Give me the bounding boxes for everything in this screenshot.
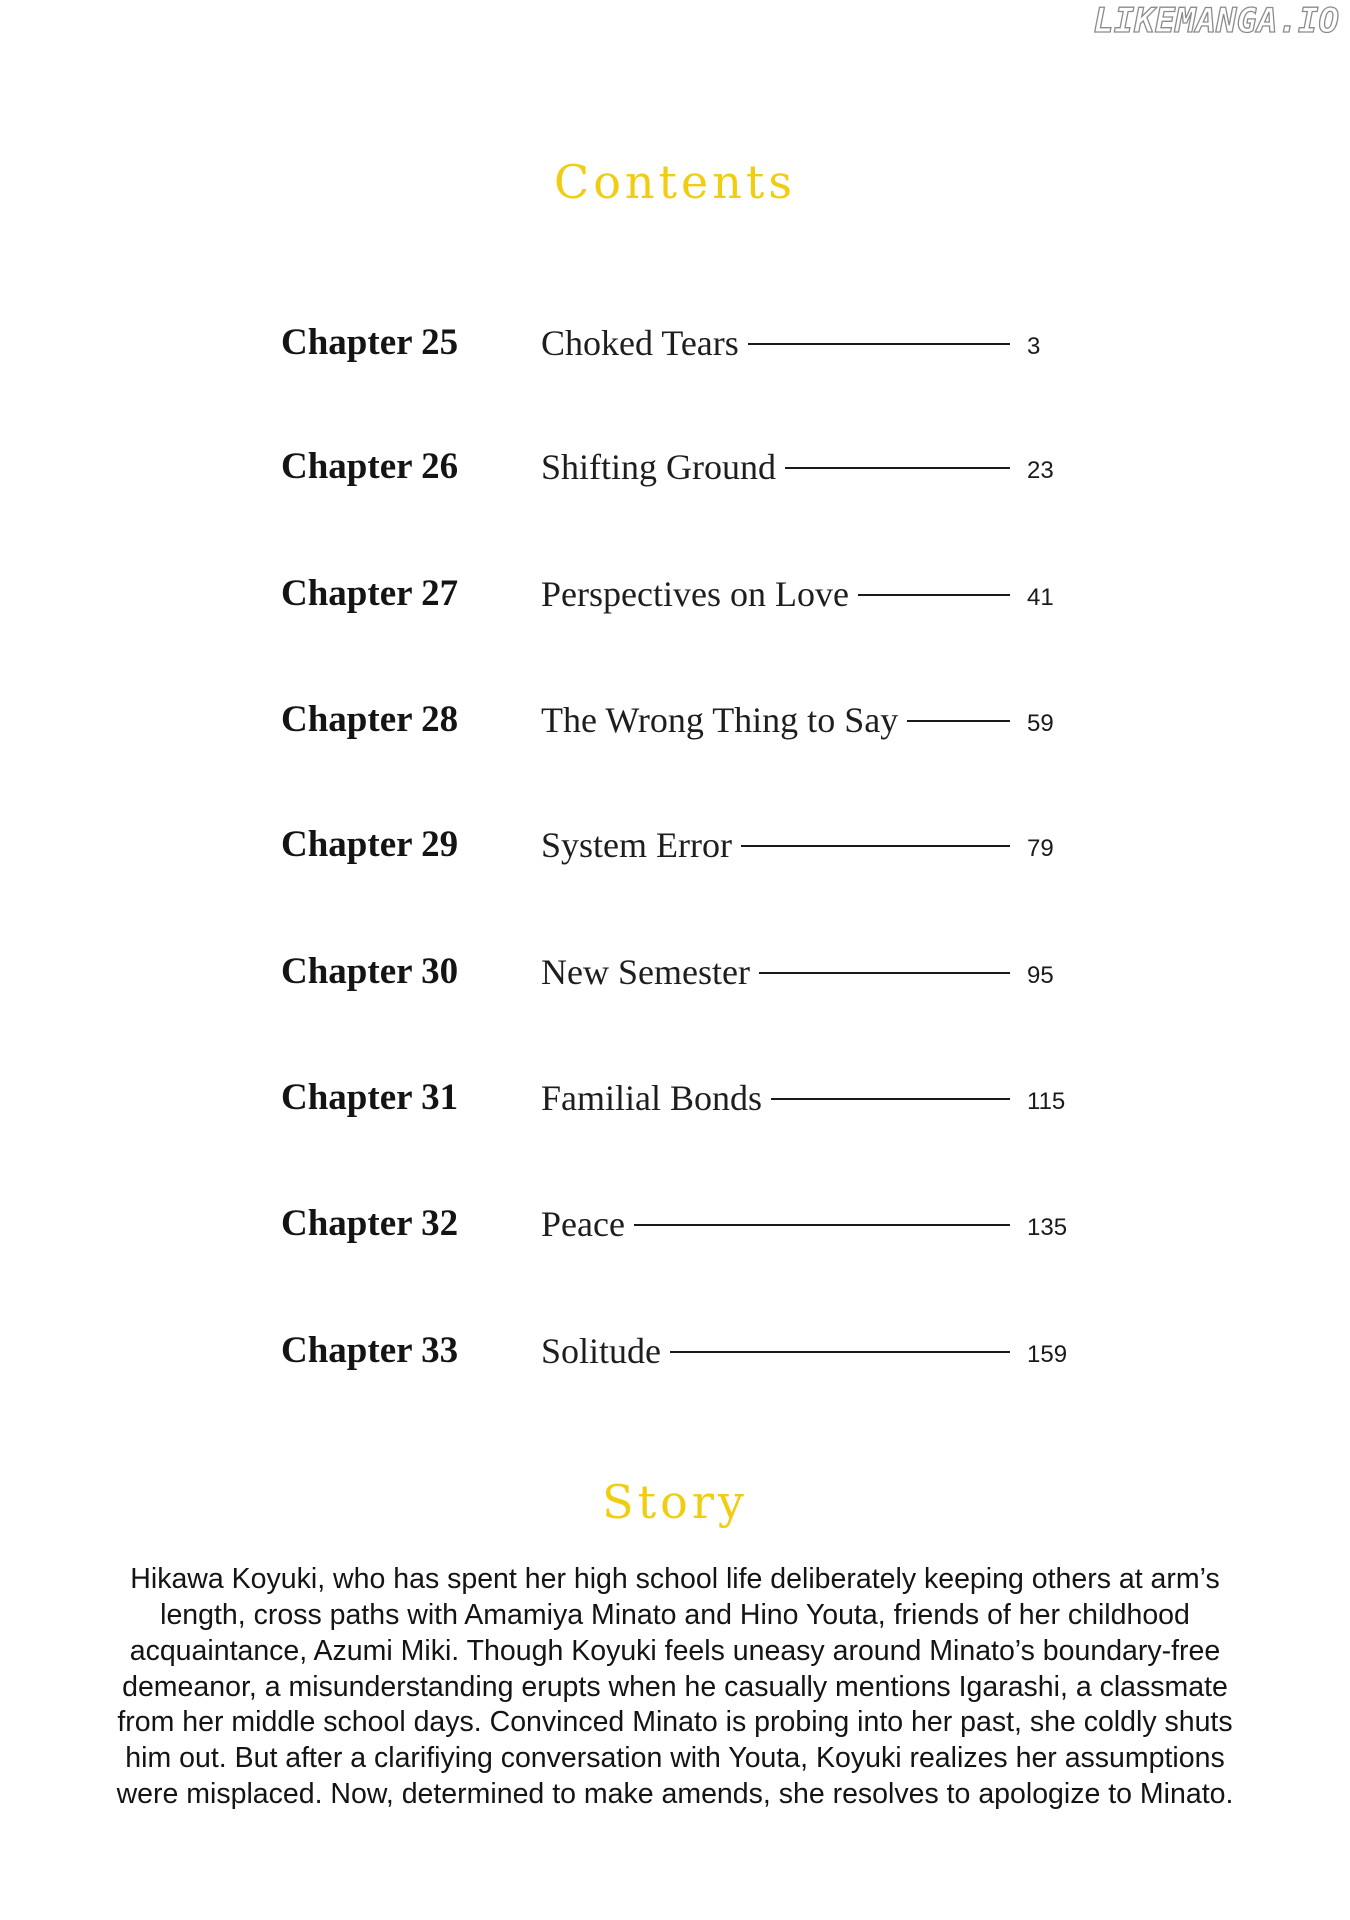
leader-line bbox=[785, 467, 1010, 469]
toc-row bbox=[281, 698, 1080, 742]
page-number: 159 bbox=[1027, 1340, 1068, 1368]
leader-line bbox=[759, 972, 1010, 974]
chapter-title: Familial Bonds bbox=[541, 1078, 763, 1118]
toc-row bbox=[281, 823, 1080, 867]
chapter-title: The Wrong Thing to Say bbox=[541, 700, 899, 740]
toc-row bbox=[281, 572, 1080, 616]
chapter-number: Chapter 30 bbox=[281, 951, 459, 992]
story-line: length, cross paths with Amamiya Minato and Hino Youta, friends of her childhood bbox=[160, 1598, 1190, 1631]
leader-line bbox=[741, 845, 1010, 847]
leader-line bbox=[771, 1098, 1010, 1100]
chapter-number: Chapter 31 bbox=[281, 1077, 459, 1118]
chapter-title: Peace bbox=[541, 1204, 625, 1244]
toc-row bbox=[281, 1202, 1080, 1246]
story-summary bbox=[0, 1562, 1350, 1813]
chapter-number: Chapter 33 bbox=[281, 1330, 459, 1371]
story-line: from her middle school days. Convinced Minato is probing into her past, she coldly shuts bbox=[117, 1706, 1233, 1739]
toc-row bbox=[281, 1329, 1080, 1373]
page-number: 41 bbox=[1027, 583, 1054, 611]
contents-heading: Contents bbox=[554, 155, 796, 209]
page-number: 59 bbox=[1027, 709, 1054, 737]
toc-row bbox=[281, 1076, 1080, 1120]
story-line: acquaintance, Azumi Miki. Though Koyuki feels uneasy around Minato’s boundary-free bbox=[129, 1634, 1221, 1667]
site-watermark: LIKEMANGA.IO bbox=[1093, 1, 1339, 41]
chapter-number: Chapter 29 bbox=[281, 824, 459, 865]
page-number: 135 bbox=[1027, 1213, 1068, 1241]
page-number: 95 bbox=[1027, 961, 1054, 989]
story-line: were misplaced. Now, determined to make amends, she resolves to apologize to Minato. bbox=[116, 1778, 1234, 1811]
chapter-number: Chapter 26 bbox=[281, 446, 459, 487]
chapter-number: Chapter 25 bbox=[281, 322, 459, 363]
story-line: him out. But after a clarifiying conversation with Youta, Koyuki realizes her assumptions bbox=[125, 1742, 1225, 1775]
story-line: demeanor, a misunderstanding erupts when he casually mentions Igarashi, a classmate bbox=[122, 1670, 1228, 1703]
page-number: 79 bbox=[1027, 834, 1054, 862]
page-number: 115 bbox=[1027, 1087, 1066, 1115]
chapter-title: Shifting Ground bbox=[541, 447, 777, 487]
page-number: 3 bbox=[1027, 332, 1041, 360]
chapter-number: Chapter 32 bbox=[281, 1203, 459, 1244]
chapter-title: Solitude bbox=[541, 1331, 662, 1371]
leader-line bbox=[670, 1351, 1010, 1353]
chapter-title: System Error bbox=[541, 825, 732, 865]
leader-line bbox=[858, 594, 1010, 596]
chapter-number: Chapter 28 bbox=[281, 699, 459, 740]
toc-row bbox=[281, 950, 1080, 994]
story-line: Hikawa Koyuki, who has spent her high school life deliberately keeping others at arm’s bbox=[130, 1563, 1220, 1595]
toc-row bbox=[281, 445, 1080, 489]
page-number: 23 bbox=[1027, 456, 1054, 484]
leader-line bbox=[907, 720, 1010, 722]
chapter-title: Perspectives on Love bbox=[541, 574, 849, 614]
leader-line bbox=[748, 343, 1010, 345]
chapter-title: New Semester bbox=[541, 952, 750, 992]
story-heading: Story bbox=[602, 1475, 748, 1529]
chapter-title: Choked Tears bbox=[541, 323, 739, 363]
chapter-number: Chapter 27 bbox=[281, 573, 459, 614]
toc-row bbox=[281, 321, 1080, 365]
leader-line bbox=[634, 1224, 1010, 1226]
